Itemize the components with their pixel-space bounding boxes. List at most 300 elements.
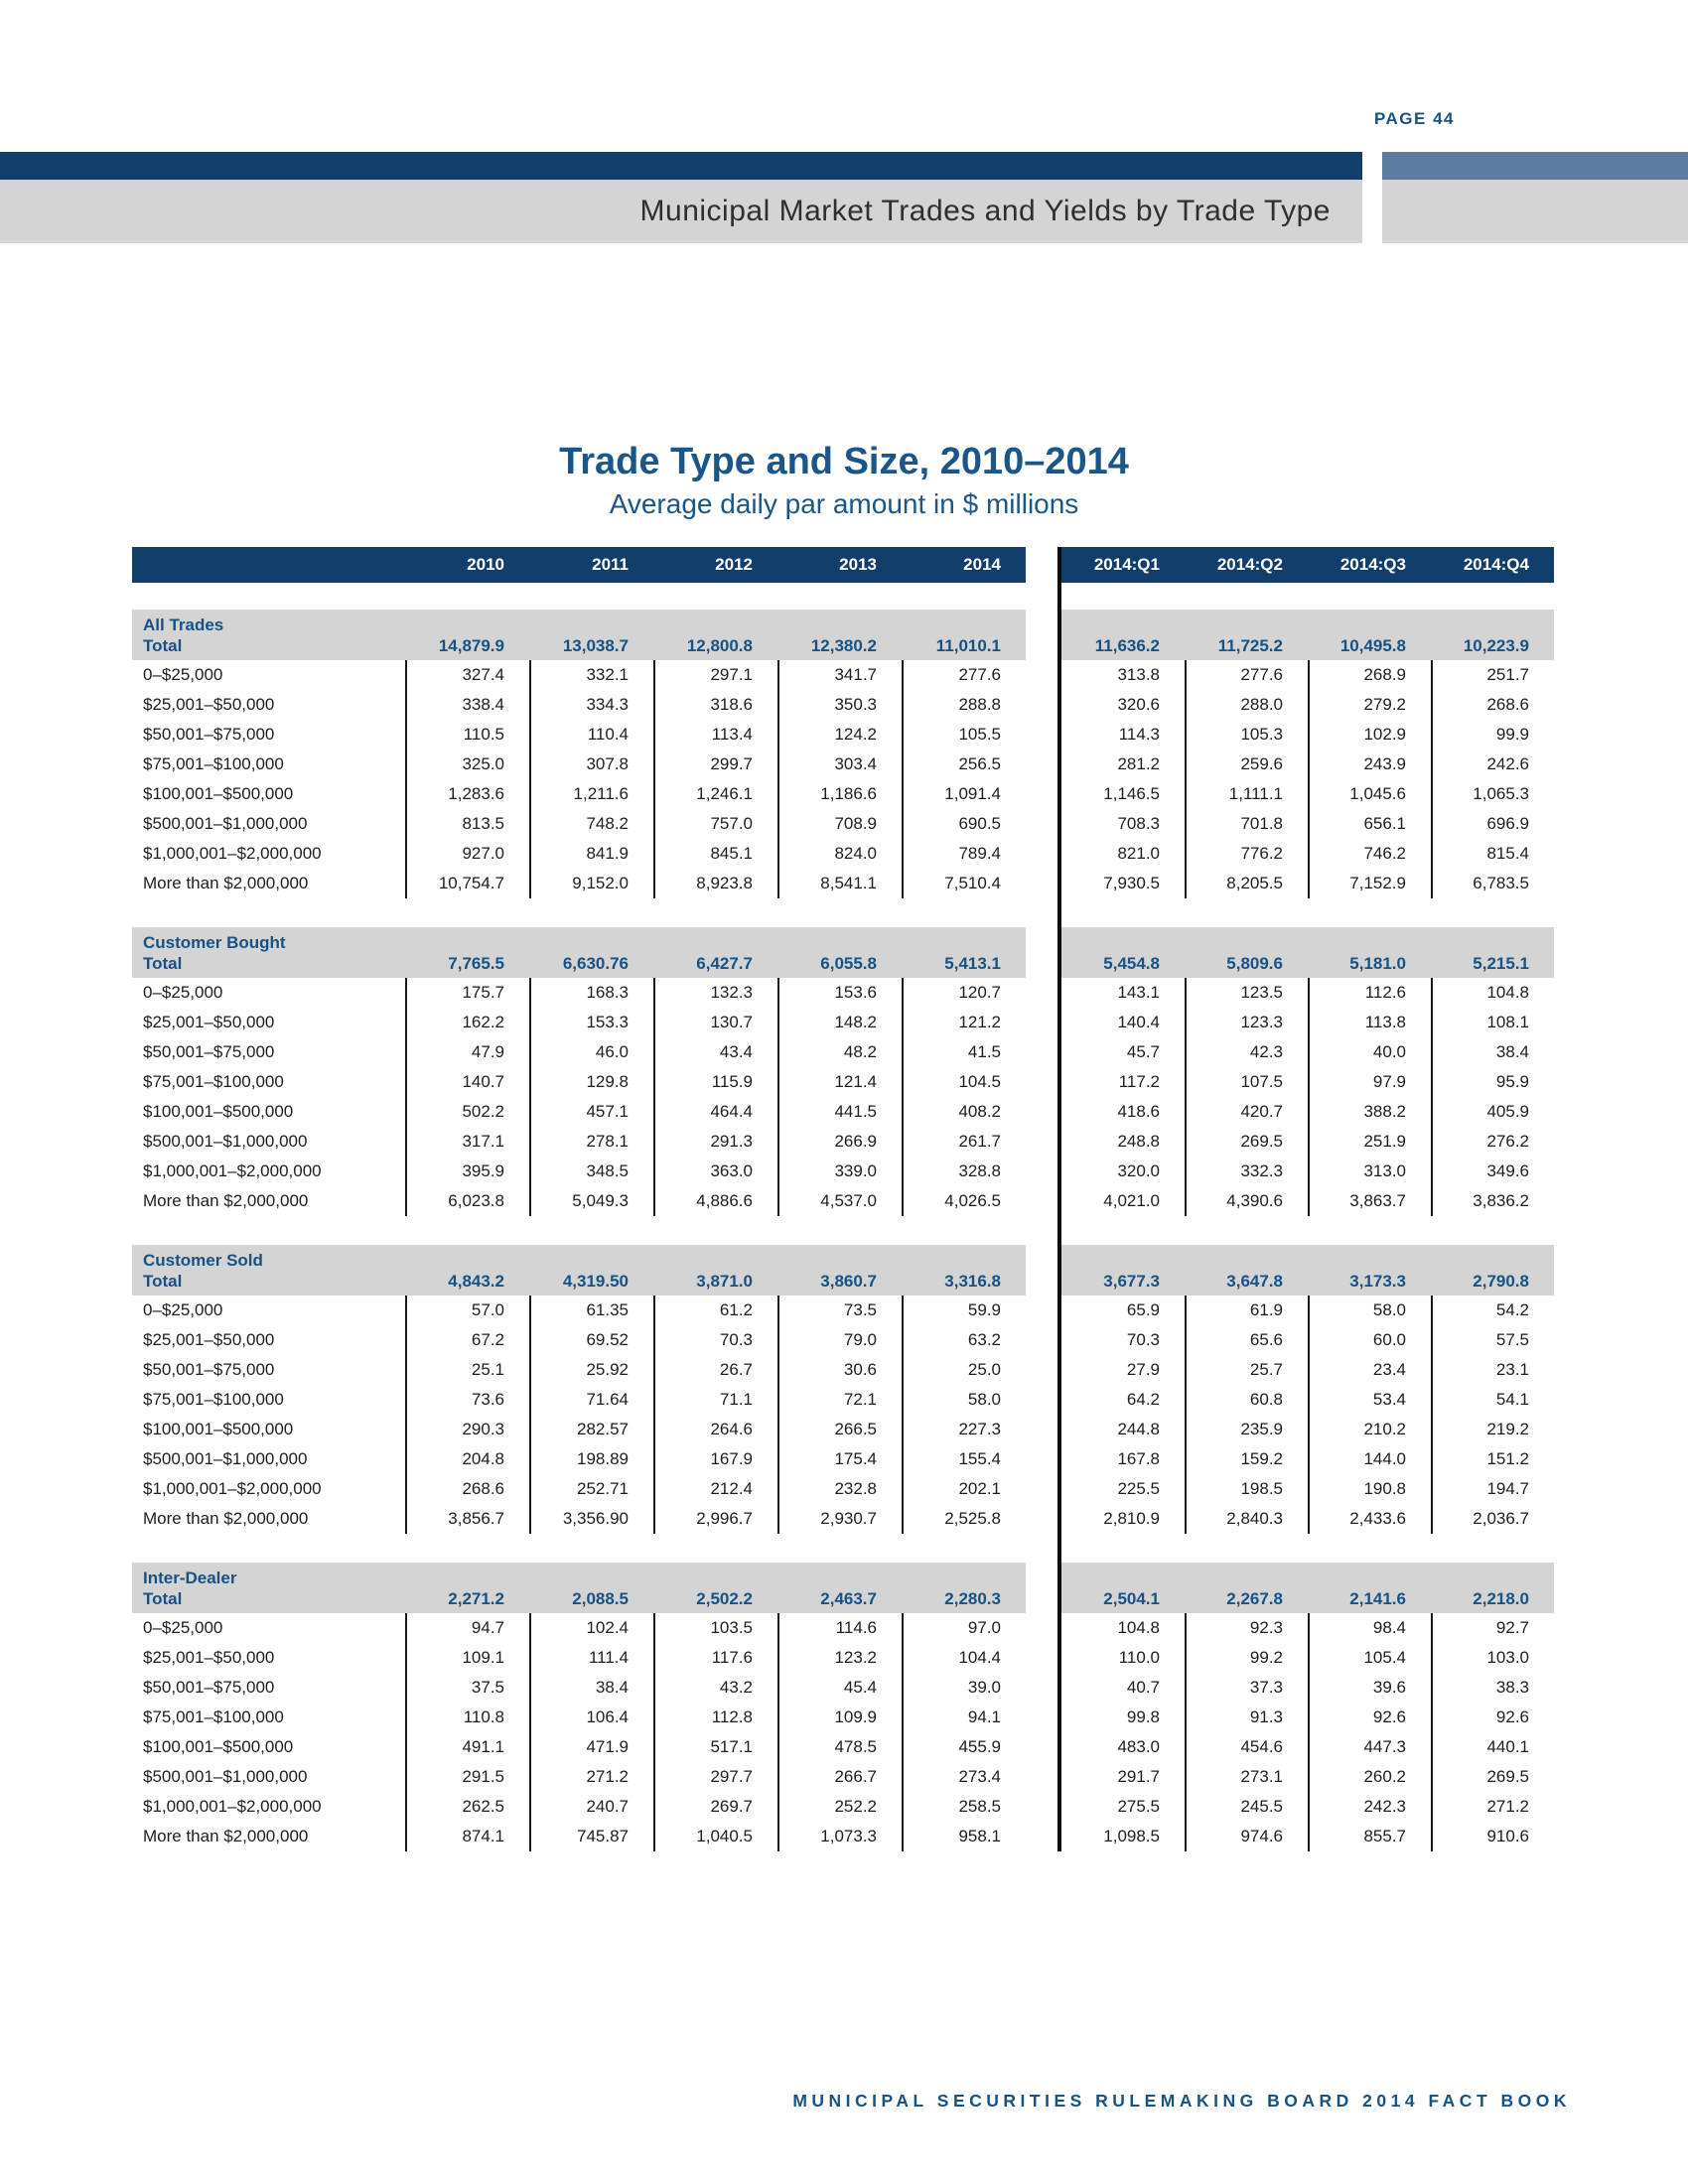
row-right: [1061, 1792, 1554, 1822]
table-gap: [1026, 1157, 1061, 1186]
row-left: [132, 1444, 1026, 1474]
year-value: 332.1: [529, 660, 653, 690]
year-value: 395.9: [405, 1157, 529, 1186]
year-value: 59.9: [902, 1296, 1026, 1325]
quarter-header-group: [1061, 547, 1554, 583]
row-label: $25,001–$50,000: [143, 1330, 275, 1349]
section-header-left: [132, 1563, 1026, 1613]
quarter-value: 281.2: [1117, 754, 1160, 773]
year-value: 6,023.8: [405, 1186, 529, 1216]
quarter-value: 65.6: [1185, 1325, 1308, 1355]
year-value: 162.2: [405, 1008, 529, 1037]
year-value: 5,049.3: [529, 1186, 653, 1216]
table-gap: [1026, 1444, 1061, 1474]
section-inter-dealer: [132, 1563, 1554, 1851]
year-value: 3,856.7: [405, 1504, 529, 1534]
year-value: 273.4: [902, 1762, 1026, 1792]
table-row: [132, 720, 1554, 750]
total-value-quarter: 3,677.3: [1103, 1272, 1160, 1291]
year-value: 471.9: [529, 1732, 653, 1762]
quarter-value: 54.2: [1431, 1296, 1554, 1325]
quarter-value: 1,065.3: [1431, 779, 1554, 809]
year-value: 252.71: [529, 1474, 653, 1504]
row-label: More than $2,000,000: [143, 1509, 309, 1528]
quarter-value: 60.8: [1185, 1385, 1308, 1415]
total-value-quarter: 2,790.8: [1473, 1272, 1529, 1291]
quarter-value: 38.4: [1431, 1037, 1554, 1067]
year-value: 2,930.7: [777, 1504, 902, 1534]
table-gap: [1026, 1127, 1061, 1157]
table-gap: [1026, 1792, 1061, 1822]
year-value: 339.0: [777, 1157, 902, 1186]
year-value: 232.8: [777, 1474, 902, 1504]
year-value: 67.2: [405, 1325, 529, 1355]
section-name: Inter-Dealer: [143, 1569, 237, 1587]
year-value: 264.6: [653, 1415, 777, 1444]
quarter-value: 288.0: [1185, 690, 1308, 720]
quarter-value: 219.2: [1431, 1415, 1554, 1444]
year-value: 7,510.4: [902, 869, 1026, 898]
header-accent-gray: [1382, 180, 1688, 243]
year-value: 72.1: [777, 1385, 902, 1415]
table-row: [132, 1325, 1554, 1355]
year-value: 757.0: [653, 809, 777, 839]
year-value: 874.1: [405, 1822, 529, 1851]
year-value: 1,283.6: [405, 779, 529, 809]
row-label: $25,001–$50,000: [143, 1013, 275, 1031]
table-gap: [1026, 1732, 1061, 1762]
year-value: 262.5: [405, 1792, 529, 1822]
section-total-line-quarters: [1061, 954, 1554, 974]
row-left: [132, 1067, 1026, 1097]
table-gap: [1026, 1762, 1061, 1792]
year-value: 441.5: [777, 1097, 902, 1127]
year-value: 748.2: [529, 809, 653, 839]
year-value: 212.4: [653, 1474, 777, 1504]
year-value: 261.7: [902, 1127, 1026, 1157]
quarter-value: 269.5: [1185, 1127, 1308, 1157]
table-row: [132, 1157, 1554, 1186]
year-value: 9,152.0: [529, 869, 653, 898]
year-value: 1,211.6: [529, 779, 653, 809]
year-value: 113.4: [653, 720, 777, 750]
row-left: [132, 839, 1026, 869]
quarter-value: 6,783.5: [1431, 869, 1554, 898]
row-left: [132, 1186, 1026, 1216]
quarter-value: 65.9: [1126, 1300, 1160, 1319]
row-left: [132, 1008, 1026, 1037]
page-number-label: PAGE 44: [1373, 109, 1455, 128]
quarter-value: 114.3: [1118, 725, 1160, 744]
row-right: [1061, 1097, 1554, 1127]
quarter-value: 332.3: [1185, 1157, 1308, 1186]
table-row: [132, 1613, 1554, 1643]
year-value: 70.3: [653, 1325, 777, 1355]
quarter-value: 259.6: [1185, 750, 1308, 779]
row-right: [1061, 1762, 1554, 1792]
year-value: 106.4: [529, 1703, 653, 1732]
year-value: 478.5: [777, 1732, 902, 1762]
year-value: 109.1: [405, 1643, 529, 1673]
year-value: 46.0: [529, 1037, 653, 1067]
footer-text: MUNICIPAL SECURITIES RULEMAKING BOARD 2014 FACT BOOK: [792, 2091, 1571, 2111]
quarter-value: 23.1: [1431, 1355, 1554, 1385]
row-label: $500,001–$1,000,000: [143, 1449, 308, 1468]
total-value-year: 7,765.5: [448, 954, 504, 973]
section-header-row: [132, 1563, 1554, 1613]
quarter-value: 277.6: [1185, 660, 1308, 690]
year-value: 841.9: [529, 839, 653, 869]
table-gap: [1026, 1067, 1061, 1097]
table-row: [132, 660, 1554, 690]
row-right: [1061, 1325, 1554, 1355]
total-value-year: 4,843.2: [448, 1272, 504, 1291]
section-name: Customer Sold: [143, 1251, 263, 1270]
year-value: 103.5: [653, 1613, 777, 1643]
total-value-year: 12,380.2: [810, 636, 877, 655]
quarter-value: 91.3: [1185, 1703, 1308, 1732]
quarter-value: 3,836.2: [1431, 1186, 1554, 1216]
row-left: [132, 1385, 1026, 1415]
quarter-value: 2,810.9: [1103, 1509, 1160, 1528]
row-label: $25,001–$50,000: [143, 1648, 275, 1667]
row-left: [132, 1504, 1026, 1534]
quarter-value: 110.0: [1118, 1648, 1160, 1667]
total-value-quarter: 10,223.9: [1463, 636, 1529, 655]
row-label: More than $2,000,000: [143, 1827, 309, 1845]
year-value: 110.5: [405, 720, 529, 750]
row-right: [1061, 1643, 1554, 1673]
year-column-header: 2010: [467, 555, 504, 574]
row-label: 0–$25,000: [143, 1300, 223, 1319]
year-value: 307.8: [529, 750, 653, 779]
quarter-value: 40.7: [1126, 1678, 1160, 1697]
table-gap: [1026, 750, 1061, 779]
year-value: 341.7: [777, 660, 902, 690]
year-value: 258.5: [902, 1792, 1026, 1822]
year-value: 278.1: [529, 1127, 653, 1157]
year-value: 317.1: [405, 1127, 529, 1157]
section-header-row: [132, 927, 1554, 978]
row-left: [132, 750, 1026, 779]
row-right: [1061, 1703, 1554, 1732]
quarter-value: 57.5: [1431, 1325, 1554, 1355]
year-value: 117.6: [653, 1643, 777, 1673]
table-row: [132, 978, 1554, 1008]
quarter-value: 60.0: [1308, 1325, 1431, 1355]
row-left: [132, 1097, 1026, 1127]
quarter-value: 2,433.6: [1308, 1504, 1431, 1534]
year-value: 708.9: [777, 809, 902, 839]
quarter-value: 447.3: [1308, 1732, 1431, 1762]
year-value: 297.7: [653, 1762, 777, 1792]
quarter-value: 107.5: [1185, 1067, 1308, 1097]
year-value: 153.6: [777, 978, 902, 1008]
year-value: 97.0: [902, 1613, 1026, 1643]
row-left: [132, 1355, 1026, 1385]
section-header-right: [1061, 927, 1554, 978]
row-left: [132, 660, 1026, 690]
quarter-value: 7,152.9: [1308, 869, 1431, 898]
year-value: 502.2: [405, 1097, 529, 1127]
year-value: 240.7: [529, 1792, 653, 1822]
row-right: [1061, 869, 1554, 898]
quarter-value: 40.0: [1308, 1037, 1431, 1067]
table-gap: [1026, 1703, 1061, 1732]
year-value: 824.0: [777, 839, 902, 869]
quarter-value: 38.3: [1431, 1673, 1554, 1703]
table-gap: [1026, 547, 1061, 583]
total-value-quarter: 3,647.8: [1226, 1272, 1283, 1291]
table-gap: [1026, 839, 1061, 869]
quarter-value: 8,205.5: [1185, 869, 1308, 898]
year-value: 41.5: [902, 1037, 1026, 1067]
row-left: [132, 1792, 1026, 1822]
table-gap: [1026, 1296, 1061, 1325]
row-left: [132, 809, 1026, 839]
row-label: More than $2,000,000: [143, 874, 309, 892]
year-value: 491.1: [405, 1732, 529, 1762]
row-left: [132, 1037, 1026, 1067]
total-value-year: 13,038.7: [562, 636, 629, 655]
quarter-value: 112.6: [1308, 978, 1431, 1008]
row-label: $75,001–$100,000: [143, 1707, 284, 1726]
year-value: 266.9: [777, 1127, 902, 1157]
table-gap: [1026, 1673, 1061, 1703]
year-value: 269.7: [653, 1792, 777, 1822]
quarter-value: 405.9: [1431, 1097, 1554, 1127]
year-value: 71.1: [653, 1385, 777, 1415]
year-value: 202.1: [902, 1474, 1026, 1504]
row-right: [1061, 1474, 1554, 1504]
section-total-line: [132, 1589, 1026, 1609]
quarter-value: 4,021.0: [1103, 1191, 1160, 1210]
row-left: [132, 720, 1026, 750]
quarter-value: 291.7: [1117, 1767, 1160, 1786]
year-value: 121.4: [777, 1067, 902, 1097]
table-row: [132, 809, 1554, 839]
year-value: 153.3: [529, 1008, 653, 1037]
quarter-value: 104.8: [1117, 1618, 1160, 1637]
year-value: 26.7: [653, 1355, 777, 1385]
year-value: 290.3: [405, 1415, 529, 1444]
year-value: 1,186.6: [777, 779, 902, 809]
quarter-value: 701.8: [1185, 809, 1308, 839]
year-value: 140.7: [405, 1067, 529, 1097]
year-value: 464.4: [653, 1097, 777, 1127]
year-value: 363.0: [653, 1157, 777, 1186]
quarter-value: 269.5: [1431, 1762, 1554, 1792]
quarter-value: 910.6: [1431, 1822, 1554, 1851]
row-left: [132, 1474, 1026, 1504]
table-row: [132, 1067, 1554, 1097]
row-label: More than $2,000,000: [143, 1191, 309, 1210]
row-label: $100,001–$500,000: [143, 1102, 294, 1121]
row-left: [132, 1296, 1026, 1325]
table-gap: [1026, 720, 1061, 750]
year-value: 25.92: [529, 1355, 653, 1385]
quarter-value: 42.3: [1185, 1037, 1308, 1067]
year-column-header: 2011: [592, 555, 629, 574]
year-value: 327.4: [405, 660, 529, 690]
quarter-value: 103.0: [1431, 1643, 1554, 1673]
year-header-group: [132, 547, 1026, 583]
quarter-value: 70.3: [1126, 1330, 1160, 1349]
table-row: [132, 1474, 1554, 1504]
year-value: 1,040.5: [653, 1822, 777, 1851]
quarter-value: 248.8: [1117, 1132, 1160, 1151]
table-gap: [1026, 1037, 1061, 1067]
quarter-value: 61.9: [1185, 1296, 1308, 1325]
year-value: 8,923.8: [653, 869, 777, 898]
quarter-value: 117.2: [1118, 1072, 1160, 1091]
row-left: [132, 978, 1026, 1008]
table-row: [132, 1127, 1554, 1157]
total-label: Total: [143, 636, 183, 655]
year-value: 4,886.6: [653, 1186, 777, 1216]
row-left: [132, 690, 1026, 720]
table-row: [132, 1037, 1554, 1067]
row-left: [132, 1762, 1026, 1792]
table-gap: [1026, 1355, 1061, 1385]
row-label: $500,001–$1,000,000: [143, 1767, 308, 1786]
quarter-value: 313.0: [1308, 1157, 1431, 1186]
quarter-value: 99.2: [1185, 1643, 1308, 1673]
year-value: 94.1: [902, 1703, 1026, 1732]
quarter-value: 3,863.7: [1308, 1186, 1431, 1216]
table-gap: [1026, 1474, 1061, 1504]
row-label: 0–$25,000: [143, 983, 223, 1002]
quarter-value: 440.1: [1431, 1732, 1554, 1762]
row-right: [1061, 1355, 1554, 1385]
section-header-row: [132, 610, 1554, 660]
table-row: [132, 1186, 1554, 1216]
year-value: 348.5: [529, 1157, 653, 1186]
quarter-value: 123.3: [1185, 1008, 1308, 1037]
quarter-value: 815.4: [1431, 839, 1554, 869]
year-value: 455.9: [902, 1732, 1026, 1762]
header-accent-bar: [1382, 152, 1688, 180]
table-gap: [1026, 1643, 1061, 1673]
year-value: 168.3: [529, 978, 653, 1008]
section-header-left: [132, 610, 1026, 660]
year-value: 1,246.1: [653, 779, 777, 809]
section-customer-bought: [132, 927, 1554, 1216]
table-row: [132, 1673, 1554, 1703]
row-right: [1061, 809, 1554, 839]
section-total-line: [132, 636, 1026, 656]
year-value: 105.5: [902, 720, 1026, 750]
section-total-line: [132, 1272, 1026, 1292]
total-value-quarter: 2,504.1: [1103, 1589, 1160, 1608]
row-label: $25,001–$50,000: [143, 695, 275, 714]
row-right: [1061, 1296, 1554, 1325]
table-gap: [1026, 779, 1061, 809]
total-value-year: 6,427.7: [696, 954, 753, 973]
quarter-value: 58.0: [1308, 1296, 1431, 1325]
year-value: 121.2: [902, 1008, 1026, 1037]
total-value-quarter: 2,141.6: [1349, 1589, 1406, 1608]
year-value: 227.3: [902, 1415, 1026, 1444]
row-right: [1061, 1186, 1554, 1216]
section-total-line-quarters: [1061, 1589, 1554, 1609]
total-value-quarter: 5,181.0: [1349, 954, 1406, 973]
year-value: 1,091.4: [902, 779, 1026, 809]
total-value-quarter: 5,809.6: [1226, 954, 1283, 973]
quarter-value: 251.9: [1308, 1127, 1431, 1157]
year-value: 175.7: [405, 978, 529, 1008]
row-label: $1,000,001–$2,000,000: [143, 844, 322, 863]
year-value: 63.2: [902, 1325, 1026, 1355]
quarter-value: 2,840.3: [1185, 1504, 1308, 1534]
year-value: 104.5: [902, 1067, 1026, 1097]
year-value: 927.0: [405, 839, 529, 869]
total-value-quarter: 5,215.1: [1473, 954, 1529, 973]
row-left: [132, 1643, 1026, 1673]
quarter-value: 454.6: [1185, 1732, 1308, 1762]
table-row: [132, 1097, 1554, 1127]
section-total-line-quarters: [1061, 636, 1554, 656]
year-value: 204.8: [405, 1444, 529, 1474]
year-value: 256.5: [902, 750, 1026, 779]
quarter-value: 242.6: [1431, 750, 1554, 779]
quarter-value: 143.1: [1117, 983, 1160, 1002]
total-value-year: 2,088.5: [572, 1589, 629, 1608]
year-value: 266.7: [777, 1762, 902, 1792]
total-value-quarter: 5,454.8: [1103, 954, 1160, 973]
total-value-year: 3,316.8: [944, 1272, 1001, 1291]
year-value: 277.6: [902, 660, 1026, 690]
table-row: [132, 1732, 1554, 1762]
year-value: 4,537.0: [777, 1186, 902, 1216]
year-value: 745.87: [529, 1822, 653, 1851]
quarter-value: 1,098.5: [1103, 1827, 1160, 1845]
total-value-year: 3,860.7: [820, 1272, 877, 1291]
row-label: $50,001–$75,000: [143, 1360, 275, 1379]
quarter-value: 276.2: [1431, 1127, 1554, 1157]
year-value: 155.4: [902, 1444, 1026, 1474]
table-row: [132, 1703, 1554, 1732]
quarter-value: 104.8: [1431, 978, 1554, 1008]
quarter-value: 108.1: [1431, 1008, 1554, 1037]
section-header-left: [132, 1245, 1026, 1296]
section-header-row: [132, 1245, 1554, 1296]
year-value: 43.4: [653, 1037, 777, 1067]
quarter-value: 105.3: [1185, 720, 1308, 750]
year-value: 1,073.3: [777, 1822, 902, 1851]
total-value-year: 2,502.2: [696, 1589, 753, 1608]
total-value-year: 14,879.9: [438, 636, 504, 655]
table-gap: [1026, 660, 1061, 690]
quarter-value: 99.9: [1431, 720, 1554, 750]
year-value: 48.2: [777, 1037, 902, 1067]
table-row: [132, 839, 1554, 869]
year-column-header: 2012: [715, 555, 753, 574]
section-header-right: [1061, 1563, 1554, 1613]
year-value: 37.5: [405, 1673, 529, 1703]
quarter-value: 235.9: [1185, 1415, 1308, 1444]
quarter-value: 167.8: [1117, 1449, 1160, 1468]
row-left: [132, 1673, 1026, 1703]
quarter-value: 244.8: [1117, 1420, 1160, 1438]
quarter-value: 320.0: [1117, 1161, 1160, 1180]
year-value: 268.6: [405, 1474, 529, 1504]
quarter-value: 92.6: [1431, 1703, 1554, 1732]
row-right: [1061, 779, 1554, 809]
section-all-trades: [132, 610, 1554, 898]
quarter-value: 245.5: [1185, 1792, 1308, 1822]
total-value-year: 6,055.8: [820, 954, 877, 973]
